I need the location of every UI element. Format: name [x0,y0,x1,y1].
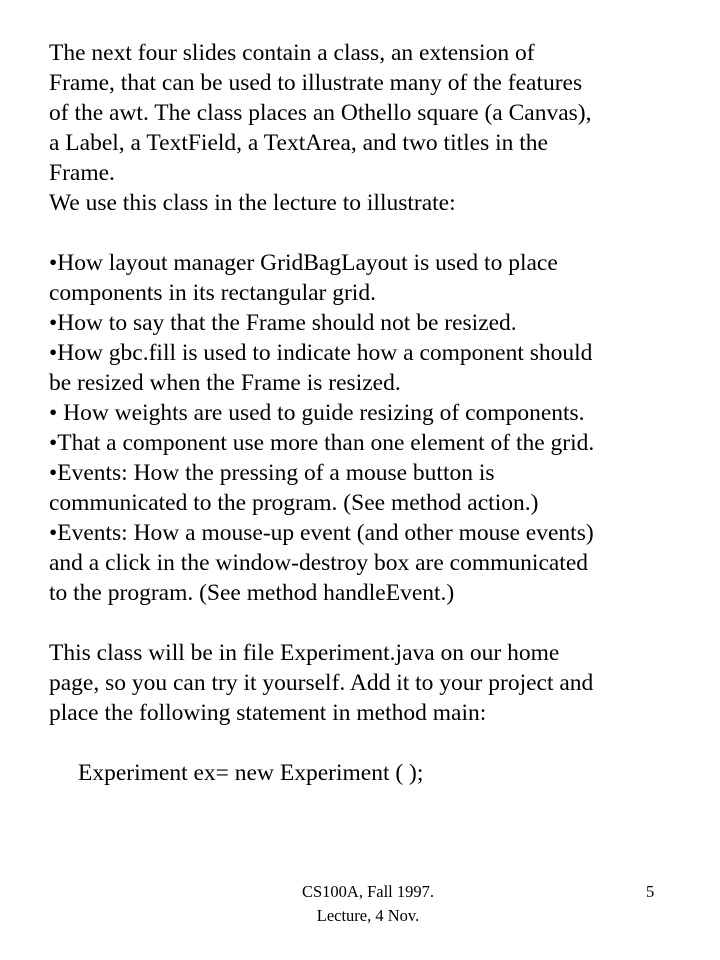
spacer [49,728,717,758]
paragraph-1-line-3: of the awt. The class places an Othello square (a Canvas), [49,100,592,126]
slide-body [49,38,717,788]
bullet-line-8: •Events: How the pressing of a mouse button is [49,460,495,486]
bullet-line-2: components in its rectangular grid. [49,280,376,306]
bullet-line-12: to the program. (See method handleEvent.) [49,580,455,606]
bullet-line-11: and a click in the window-destroy box are communicated [49,550,589,576]
footer-course-info [268,880,468,928]
spacer [49,218,717,248]
bullet-line-3: •How to say that the Frame should not be resized. [49,310,517,336]
paragraph-2-line-3: place the following statement in method main: [49,700,487,726]
page-number: 5 [646,882,655,901]
spacer [49,608,717,638]
paragraph-2-line-2: page, so you can try it yourself. Add it to your project and [49,670,594,696]
bullet-line-5: be resized when the Frame is resized. [49,370,401,396]
footer-lecture: Lecture, 4 Nov. [316,906,420,925]
bullet-line-6: • How weights are used to guide resizing of components. [49,400,585,426]
paragraph-1-line-1: The next four slides contain a class, an extension of [49,40,535,66]
paragraph-1-line-4: a Label, a TextField, a TextArea, and two titles in the [49,130,548,156]
code-statement: Experiment ex= new Experiment ( ); [78,760,424,786]
bullet-line-1: •How layout manager GridBagLayout is used to place [49,250,558,276]
bullet-line-10: •Events: How a mouse-up event (and other mouse events) [49,520,594,546]
paragraph-1-line-5: Frame. [49,160,115,186]
paragraph-2-line-1: This class will be in file Experiment.java on our home [49,640,560,666]
bullet-line-9: communicated to the program. (See method action.) [49,490,539,516]
intro-line: We use this class in the lecture to illustrate: [49,190,456,216]
bullet-line-4: •How gbc.fill is used to indicate how a component should [49,340,593,366]
footer-course: CS100A, Fall 1997. [301,882,435,901]
paragraph-1-line-2: Frame, that can be used to illustrate many of the features [49,70,583,96]
bullet-line-7: •That a component use more than one element of the grid. [49,430,595,456]
